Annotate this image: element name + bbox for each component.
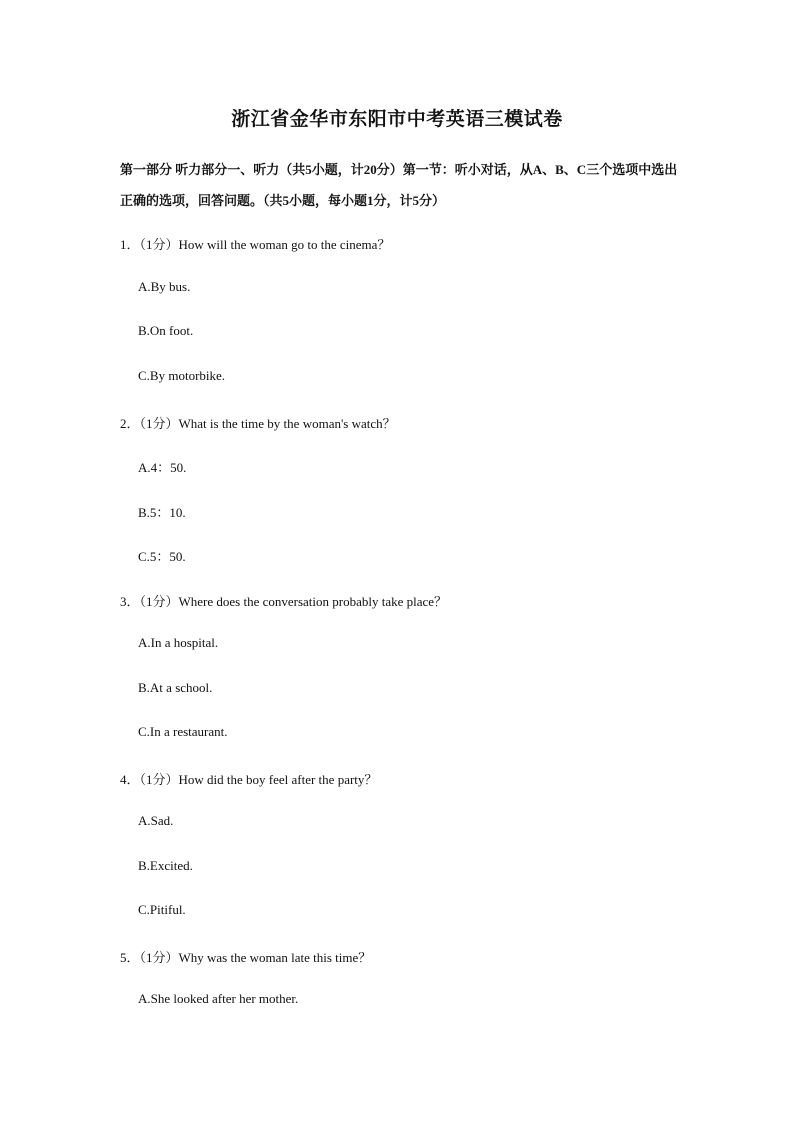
question-3-option-c: C.In a restaurant. xyxy=(138,724,228,739)
question-4-option-a: A.Sad. xyxy=(138,813,174,828)
question-4: 4．（1分）How did the boy feel after the party？ xyxy=(120,772,378,787)
question-2-option-b: B.5：10. xyxy=(138,505,186,520)
question-5-option-a: A.She looked after her mother. xyxy=(138,991,299,1006)
question-1-option-c: C.By motorbike. xyxy=(138,368,226,383)
question-1-option-b: B.On foot. xyxy=(138,323,194,338)
question-3: 3．（1分）Where does the conversation probably take place？ xyxy=(120,594,448,609)
question-1-option-a: A.By bus. xyxy=(138,279,191,294)
question-4-option-c: C.Pitiful. xyxy=(138,902,186,917)
question-5: 5．（1分）Why was the woman late this time？ xyxy=(120,950,372,965)
section-instructions: 第一部分 听力部分一、听力（共5小题，计20分）第一节：听小对话，从A、B、C三个选项中选出正确的选项，回答问题。（共5小题，每小题1分，计5分） xyxy=(120,162,678,208)
question-3-option-b: B.At a school. xyxy=(138,680,213,695)
question-2-option-c: C.5：50. xyxy=(138,549,186,564)
question-1: 1．（1分）How will the woman go to the cinema？ xyxy=(120,237,391,252)
question-2: 2．（1分）What is the time by the woman's watch？ xyxy=(120,416,396,431)
page-title: 浙江省金华市东阳市中考英语三模试卷 xyxy=(231,109,563,130)
question-3-option-a: A.In a hospital. xyxy=(138,635,219,650)
question-2-option-a: A.4：50. xyxy=(138,460,187,475)
question-4-option-b: B.Excited. xyxy=(138,858,193,873)
